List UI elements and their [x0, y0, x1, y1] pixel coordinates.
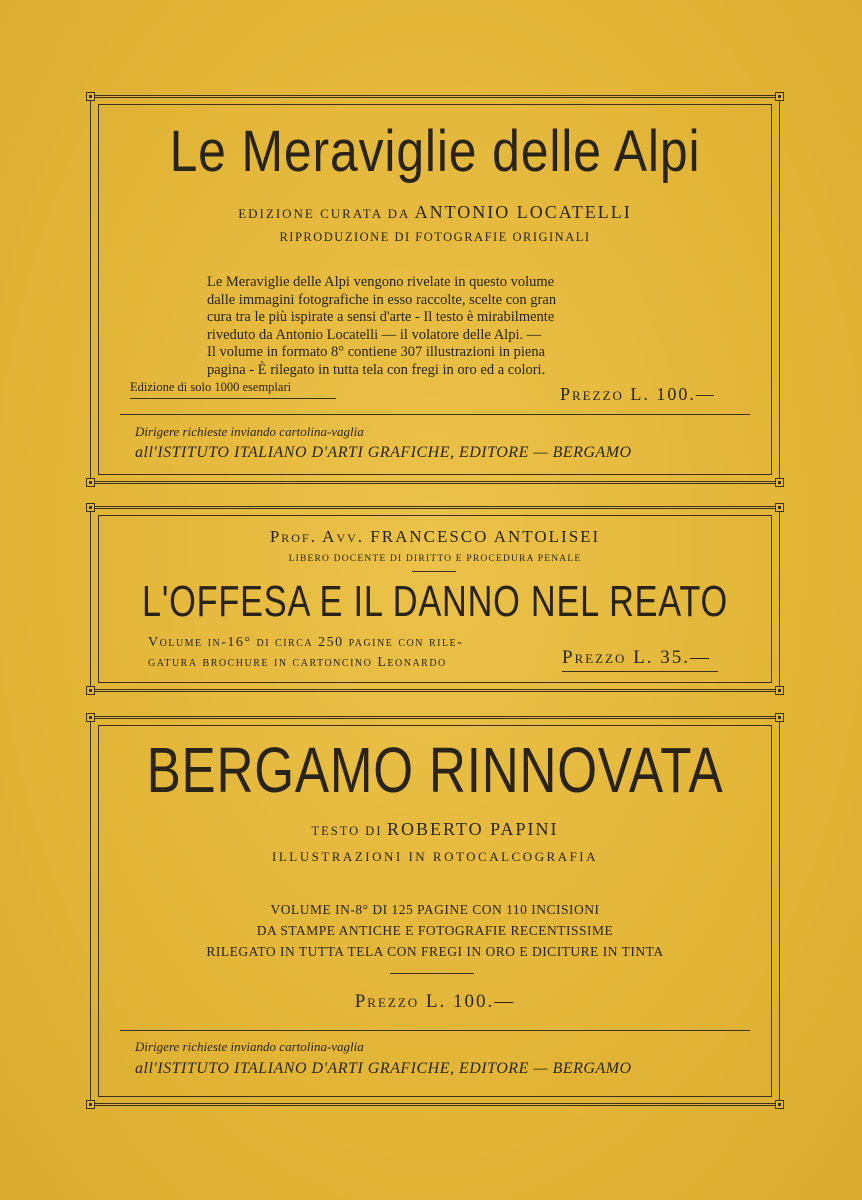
corner-ornament [86, 478, 95, 487]
corner-ornament [775, 1100, 784, 1109]
footer-note: Dirigere richieste inviando cartolina-vaglia [135, 1039, 364, 1054]
ad-offesa-danno [90, 506, 780, 692]
corner-ornament [775, 92, 784, 101]
corner-ornament [775, 503, 784, 512]
editor-line: EDIZIONE CURATA DA ANTONIO LOCATELLI [238, 202, 632, 222]
divider [412, 571, 456, 572]
book-title: L'OFFESA E IL DANNO NEL REATO [141, 577, 729, 626]
subtitle: ILLUSTRAZIONI IN ROTOCALCOGRAFIA [271, 849, 599, 864]
corner-ornament [775, 713, 784, 722]
description-line: DA STAMPE ANTICHE E FOTOGRAFIE RECENTISSIME [256, 923, 614, 938]
divider [120, 414, 750, 415]
divider [390, 973, 474, 974]
description-line: Volume in-16° di circa 250 pagine con rile- [148, 635, 464, 650]
ad-bergamo-rinnovata [90, 716, 780, 1106]
description-line: dalle immagini fotografiche in esso raccolte, scelte con gran [207, 291, 557, 308]
price: Prezzo L. 100.— [560, 384, 716, 404]
edition-note: Edizione di solo 1000 esemplari [130, 380, 292, 394]
corner-ornament [86, 686, 95, 695]
description-line: riveduto da Antonio Locatelli — il volatore delle Alpi. — [207, 326, 542, 343]
publisher: all'ISTITUTO ITALIANO D'ARTI GRAFICHE, EDITORE — BERGAMO [135, 444, 632, 461]
ad-meraviglie-alpi [90, 95, 780, 484]
book-title: Le Meraviglie delle Alpi [169, 119, 701, 184]
corner-ornament [86, 1100, 95, 1109]
divider [120, 1030, 750, 1031]
book-title: BERGAMO RINNOVATA [146, 734, 724, 806]
description-line: Le Meraviglie delle Alpi vengono rivelate in questo volume [207, 274, 555, 290]
corner-ornament [775, 686, 784, 695]
corner-ornament [86, 503, 95, 512]
description-line: cura tra le più ispirate a sensi d'arte - Il testo è mirabilmente [207, 309, 555, 325]
description-line: gatura brochure in cartoncino Leonardo [148, 655, 447, 670]
corner-ornament [86, 713, 95, 722]
subtitle: RIPRODUZIONE DI FOTOGRAFIE ORIGINALI [279, 230, 591, 244]
description [207, 274, 665, 379]
corner-ornament [775, 478, 784, 487]
divider [130, 398, 336, 399]
author-line: TESTO DI ROBERTO PAPINI [311, 819, 559, 839]
price: Prezzo L. 100.— [354, 991, 516, 1012]
description-line: Il volume in formato 8° contiene 307 illustrazioni in piena [207, 344, 546, 360]
description-line: pagina - È rilegato in tutta tela con fregi in oro ed a colori. [207, 361, 546, 378]
footer-note: Dirigere richieste inviando cartolina-vaglia [135, 424, 364, 439]
corner-ornament [86, 92, 95, 101]
author: Prof. Avv. FRANCESCO ANTOLISEI [269, 527, 601, 546]
divider [562, 671, 718, 672]
author-role: LIBERO DOCENTE DI DIRITTO E PROCEDURA PENALE [288, 554, 582, 564]
description-line: RILEGATO IN TUTTA TELA CON FREGI IN ORO E DICITURE IN TINTA [206, 944, 664, 959]
price: Prezzo L. 35.— [562, 647, 712, 668]
publisher: all'ISTITUTO ITALIANO D'ARTI GRAFICHE, EDITORE — BERGAMO [135, 1060, 632, 1077]
description-line: VOLUME IN-8° DI 125 PAGINE CON 110 INCISIONI [270, 902, 600, 917]
description [90, 899, 780, 962]
